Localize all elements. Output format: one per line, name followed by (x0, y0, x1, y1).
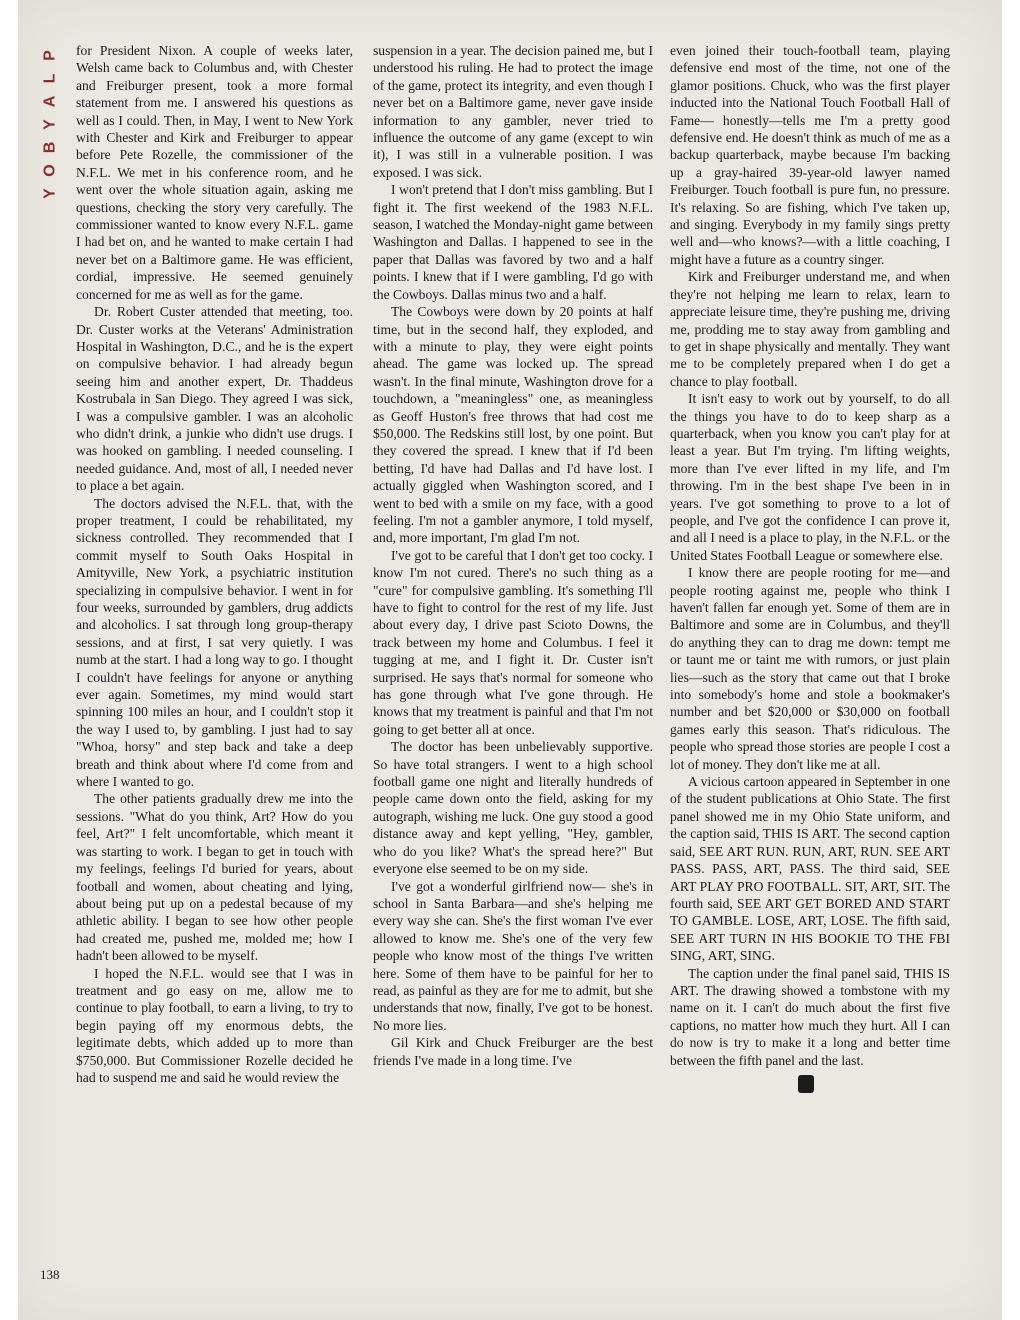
text-column-2 (373, 42, 653, 1069)
paragraph: suspension in a year. The decision pained me, but I understood his ruling. He had to protect the image of the game, protect its integrity, and even though I never bet on a Baltimore game, never gave inside information to any gambler, never tried to influence the outcome of any game (except to win it), I was still in a vulnerable position. I was exposed. I was sick. (373, 43, 653, 180)
masthead-letter: O (41, 164, 59, 177)
paragraph: I know there are people rooting for me—and people rooting against me, people who think I haven't fallen far enough yet. Some of them are in Baltimore and some are in Columbus, and they'll do anything they can to drag me down: tempt me or taunt me or taint me with rumors, or just plain lies—such as the story that came out that I broke into somebody's home and stole a bookmaker's number and bet $20,000 or $30,000 on football games early this season. That's ridiculous. The people who spread those stories are people I cost a lot of money. They don't like me at all. (670, 565, 950, 772)
paragraph: I've got a wonderful girlfriend now— she's in school in Santa Barbara—and she's helping me every way she can. She's the first woman I've ever allowed to know me. She's one of the very few people who know most of the things I've written here. Some of them have to be painful for her to read, as painful as they are for me to admit, but she understands that now, finally, I've got to be honest. No more lies. (373, 878, 653, 1033)
masthead-letter: P (41, 50, 59, 61)
paragraph: The Cowboys were down by 20 points at half time, but in the second half, they exploded, and with a minute to play, they were eight points ahead. The game was locked up. The spread wasn't. In the final minute, Washington drove for a touchdown, a "meaningless" one, as meaningless as Geoff Huston's free throws that had cost me $50,000. The Redskins still lost, by one point. But they covered the spread. I knew that if I'd been betting, I'd have had Dallas and I'd have lost. I actually giggled when Washington scored, and I went to bed with a smile on my face, with a good feeling. I'm not a gambler anymore, I told myself, and, more important, I'm glad I'm not. (373, 304, 653, 546)
paragraph: I hoped the N.F.L. would see that I was in treatment and go easy on me, allow me to continue to play football, to earn a living, to try to begin paying off my enormous debts, the legitimate debts, which added up to more than $750,000. But Commissioner Rozelle decided he had to suspend me and said he would review the (76, 965, 353, 1085)
text-column-1 (76, 42, 353, 1086)
paragraph: A vicious cartoon appeared in September in one of the student publications at Ohio State. The first panel showed me in my Ohio State uniform, and the caption said, THIS IS ART. The second caption said, SEE ART RUN. RUN, ART, RUN. SEE ART PASS. PASS, ART, PASS. The third said, SEE ART PLAY PRO FOOTBALL. SIT, ART, SIT. The fourth said, SEE ART GET BORED AND START TO GAMBLE. LOSE, ART, LOSE. The fifth said, SEE ART TURN IN HIS BOOKIE TO THE FBI SING, ART, SING. (670, 774, 950, 964)
paragraph: I've got to be careful that I don't get too cocky. I know I'm not cured. There's no such thing as a "cure" for compulsive gambling. It's something I'll have to fight to control for the rest of my life. Just about every day, I drive past Scioto Downs, the track between my home and Columbus. I feel it tugging at me, and I fight it. Dr. Custer isn't surprised. He says that's normal for someone who has gone through what I've gone through. He knows that my treatment is painful and that I'm not going to get better all at once. (373, 547, 653, 737)
paragraph: It isn't easy to work out by yourself, to do all the things you have to do to keep sharp as a quarterback, when you know you can't play for at least a year. But I'm trying. I'm lifting weights, more than I've ever lifted in my life, and I'm throwing. I'm in the best shape I've been in in years. I've got something to prove to a lot of people, and I've got the confidence I can prove it, and all I need is a place to play, in the N.F.L. or the United States Football League or somewhere else. (670, 391, 950, 563)
paragraph: Kirk and Freiburger understand me, and when they're not helping me learn to relax, learn to appreciate leisure time, they're pushing me, driving me, prodding me to stay away from gambling and to get in shape physically and mentally. They want me to be completely prepared when I do get a chance to play football. (670, 269, 950, 389)
masthead-letter: A (41, 95, 59, 108)
paragraph: even joined their touch-football team, playing defensive end most of the time, not one of the glamor positions. Chuck, who was the first player inducted into the National Touch Football Hall of Fame— honestly—tells me I'm a pretty good defensive end. He doesn't think as much of me as a backup quarterback, maybe because I'm backing up a gray-haired 39-year-old lawyer named Freiburger. Touch football is pure fun, no pressure. It's relaxing. So are fishing, which I've taken up, and singing. Everybody in my family sings pretty well and—who knows?—with a little coaching, I might have a future as a country singer. (670, 43, 950, 267)
paragraph: Dr. Robert Custer attended that meeting, too. Dr. Custer works at the Veterans' Administration Hospital in Washington, D.C., and he is the expert on compulsive behavior. I had already begun seeing him and another expert, Dr. Thaddeus Kostrubala in San Diego. They agreed I was sick, I was a compulsive gambler. I was an alcoholic who didn't drink, a junkie who didn't use drugs. I was hooked on gambling. I needed counseling. I needed guidance. And, most of all, I needed never to place a bet again. (76, 304, 353, 494)
rabbit-head-end-mark-icon (798, 1075, 814, 1093)
paragraph: The other patients gradually drew me into the sessions. "What do you think, Art? How do you feel, Art?" I felt uncomfortable, which meant it was starting to work. I began to get in touch with my feelings, feelings I'd buried for years, about football and women, about cheating and lying, about being put up on a pedestal because of my athletic ability. I began to see how other people had created me, pushed me, molded me; how I hadn't been allowed to be myself. (76, 791, 353, 964)
magazine-page (18, 0, 1002, 1320)
page-number: 138 (40, 1267, 60, 1282)
masthead-letter: Y (41, 119, 59, 130)
paragraph: Gil Kirk and Chuck Freiburger are the best friends I've made in a long time. I've (373, 1035, 653, 1068)
paragraph: I won't pretend that I don't miss gambling. But I fight it. The first weekend of the 1983 N.F.L. season, I watched the Monday-night game between Washington and Dallas. I happened to see in the paper that Dallas was favored by two and a half points. I knew that if I were gambling, I'd go with the Cowboys. Dallas minus two and a half. (373, 182, 653, 302)
paragraph: The doctor has been unbelievably supportive. So have total strangers. I went to a high school football game one night and literally hundreds of people came down onto the field, asking for my autograph, wishing me luck. One guy stood a good distance away and kept yelling, "Hey, gambler, who do you like? What's the spread here?" But everyone else seemed to be on my side. (373, 739, 653, 877)
paragraph: The caption under the final panel said, THIS IS ART. The drawing showed a tombstone with my name on it. I can't do much about the first five captions, no matter how much they hurt. All I can do now is try to make it a long and better time between the fifth panel and the last. (670, 965, 950, 1068)
masthead-letter: L (41, 73, 59, 84)
masthead-letter: B (41, 141, 59, 154)
text-column-3 (670, 42, 950, 1093)
masthead (42, 44, 58, 205)
masthead-letter: Y (41, 188, 59, 199)
paragraph: The doctors advised the N.F.L. that, with the proper treatment, I could be rehabilitated, my sickness controlled. They recommended that I commit myself to South Oaks Hospital in Amityville, New York, a psychiatric institution specializing in compulsive behavior. I went in for four weeks, surrounded by gamblers, drug addicts and alcoholics. I sat through long group-therapy sessions, and at first, I sat very quietly. I was numb at the start. I had a long way to go. I thought I couldn't have feelings for anyone or anything ever again. Sometimes, my mind would start spinning 100 miles an hour, and I couldn't stop it the way I used to, by gambling. I just had to say "Whoa, horsy" and step back and take a deep breath and think about where I'd come from and where I wanted to go. (76, 495, 353, 790)
paragraph: for President Nixon. A couple of weeks later, Welsh came back to Columbus and, with Chester and Freiburger present, took a more formal statement from me. I answered his questions as well as I could. Then, in May, I went to New York with Chester and Kirk and Freiburger to appear before Pete Rozelle, the commissioner of the N.F.L. We met in his conference room, and he went over the whole situation again, asking me questions, checking the story very carefully. The commissioner wanted to know every N.F.L. game I had bet on, and he wanted to make certain I had never bet on a Baltimore game. He was efficient, cordial, impressive. He seemed genuinely concerned for me as well as for the game. (76, 43, 353, 302)
